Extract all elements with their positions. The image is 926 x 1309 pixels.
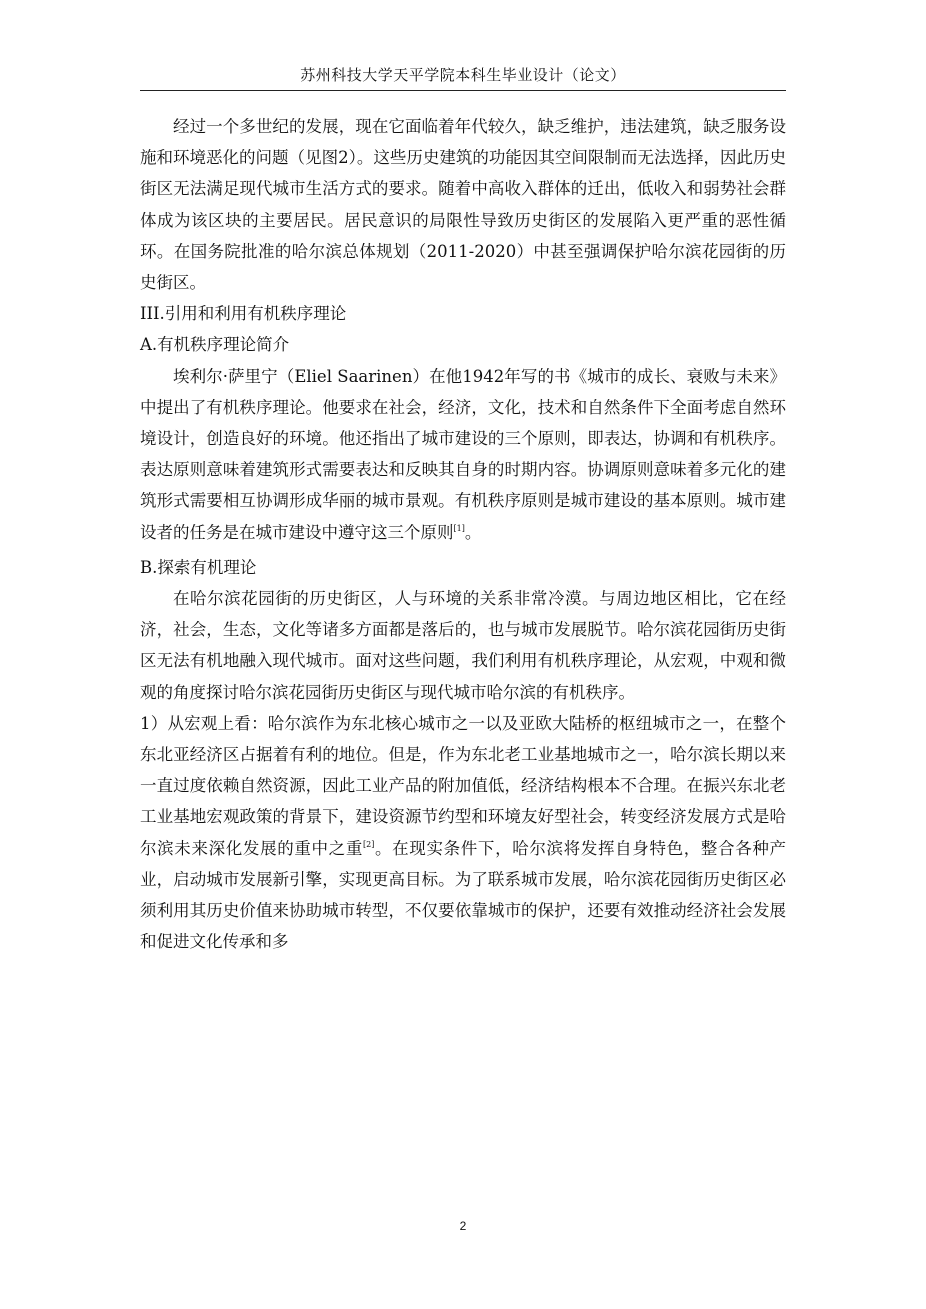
paragraph-macro-view: [140, 708, 786, 958]
citation-ref-1: [1]: [453, 523, 465, 533]
page-number: 2: [459, 1219, 467, 1233]
subsection-heading-b: B.探索有机理论: [140, 557, 257, 577]
paragraph-text-continued: 。在现实条件下，哈尔滨将发挥自身特色，整合各种产业，启动城市发展新引擎，实现更高目标。为了联系城市发展，哈尔滨花园街历史街区必须利用其历史价值来协助城市转型，不仅要依靠城市的保护，还要有效推动经济社会发展和促进文化传承和多: [140, 838, 787, 952]
paragraph-end-punct: 。: [464, 522, 482, 542]
citation-ref-2: [2]: [363, 839, 375, 849]
subsection-heading-a: A.有机秩序理论简介: [140, 335, 290, 355]
paragraph-organic-theory: 在哈尔滨花园街的历史街区，人与环境的关系非常冷漠。与周边地区相比，它在经济，社会，生态，文化等诸多方面都是落后的，也与城市发展脱节。哈尔滨花园街历史街区无法有机地融入现代城市。面对这些问题，我们利用有机秩序理论，从宏观，中观和微观的角度探讨哈尔滨花园街历史街区与现代城市哈尔滨的有机秩序。: [140, 589, 786, 702]
header-divider: [140, 90, 786, 91]
paragraph-text: 1）从宏观上看：哈尔滨作为东北核心城市之一以及亚欧大陆桥的枢纽城市之一，在整个东北亚经济区占据着有利的地位。但是，作为东北老工业基地城市之一，哈尔滨长期以来一直过度依赖自然资源，因此工业产品的附加值低，经济结构根本不合理。在振兴东北老工业基地宏观政策的背景下，建设资源节约型和环境友好型社会，转变经济发展方式是哈尔滨未来深化发展的重中之重: [140, 713, 786, 858]
section-heading-iii: III.引用和利用有机秩序理论: [140, 304, 347, 324]
paragraph-history-decline: 经过一个多世纪的发展，现在它面临着年代较久，缺乏维护，违法建筑，缺乏服务设施和环境恶化的问题（见图2）。这些历史建筑的功能因其空间限制而无法选择，因此历史街区无法满足现代城市生活方式的要求。随着中高收入群体的迁出，低收入和弱势社会群体成为该区块的主要居民。居民意识的局限性导致历史街区的发展陷入更严重的恶性循环。在国务院批准的哈尔滨总体规划（2011-2020）中甚至强调保护哈尔滨花园街的历史街区。: [140, 117, 786, 293]
paragraph-organic-order-intro: [140, 361, 786, 548]
document-body: [140, 111, 786, 957]
paragraph-text: 埃利尔·萨里宁（Eliel Saarinen）在他1942年写的书《城市的成长、衰败与未来》中提出了有机秩序理论。他要求在社会，经济，文化，技术和自然条件下全面考虑自然环境设计，创造良好的环境。他还指出了城市建设的三个原则，即表达，协调和有机秩序。表达原则意味着建筑形式需要表达和反映其自身的时期内容。协调原则意味着多元化的建筑形式需要相互协调形成华丽的城市景观。有机秩序原则是城市建设的基本原则。城市建设者的任务是在城市建设中遵守这三个原则: [140, 366, 786, 542]
running-header: 苏州科技大学天平学院本科生毕业设计（论文）: [300, 66, 626, 84]
